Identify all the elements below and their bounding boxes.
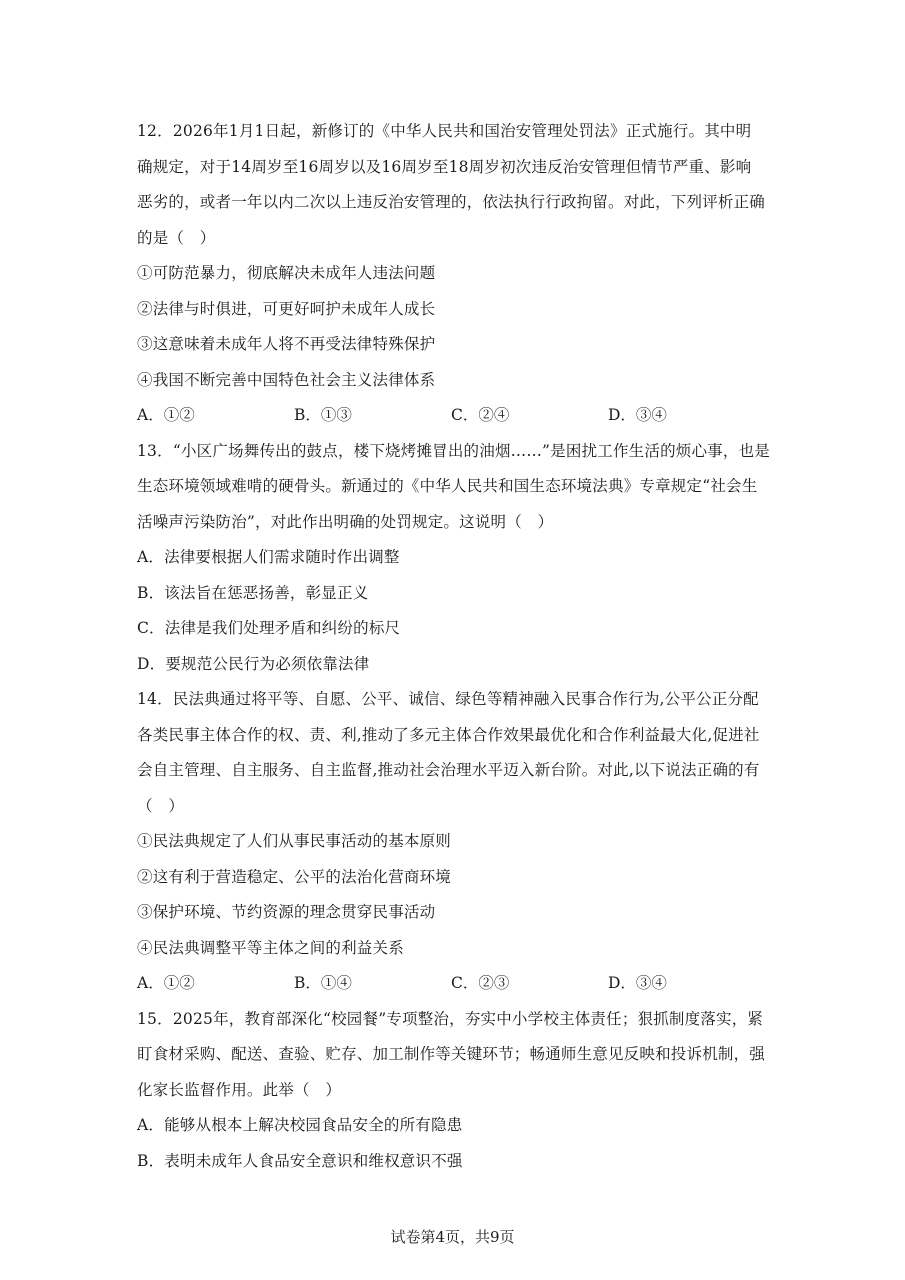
question-15 [137,1002,787,1180]
question-12-choice-d: D．③④ [608,406,667,424]
question-12-choice-a: A．①② [137,406,195,424]
page-footer: 试卷第4页，共9页 [390,1228,515,1246]
question-14-choice-b: B．①④ [294,974,352,992]
question-13-option-d: D．要规范公民行为必须依靠法律 [137,654,370,673]
question-12-stem-line: 的是（ ） [137,228,216,247]
question-12-statement: ②法律与时俱进，可更好呵护未成年人成长 [137,299,436,318]
question-14-statement: ①民法典规定了人们从事民事活动的基本原则 [137,832,452,850]
question-14 [137,682,787,1002]
question-14-choices [137,966,787,1002]
question-14-choice-c: C．②③ [451,974,510,992]
question-12-stem-line: 确规定，对于14周岁至16周岁以及16周岁至18周岁初次违反治安管理但情节严重、影响 [137,157,752,176]
question-14-stem-line: （ ） [137,796,185,815]
question-15-option-b: B．表明未成年人食品安全意识和维权意识不强 [137,1151,463,1170]
question-13-stem-line: 13．“小区广场舞传出的鼓点，楼下烧烤摊冒出的油烟……”是困扰工作生活的烦心事，也是 [137,441,770,460]
question-15-stem-line: 化家长监督作用。此举（ ） [137,1080,342,1099]
question-12-statement: ③这意味着未成年人将不再受法律特殊保护 [137,335,436,353]
question-12-choice-c: C．②④ [451,406,510,424]
question-12-stem-line: 12．2026年1月1日起，新修订的《中华人民共和国治安管理处罚法》正式施行。其中明 [137,122,752,140]
question-13-option-b: B．该法旨在惩恶扬善，彰显正义 [137,583,369,602]
question-14-stem-line: 会自主管理、自主服务、自主监督,推动社会治理水平迈入新台阶。对此,以下说法正确的有 [137,761,760,779]
question-12-stem-line: 恶劣的，或者一年以内二次以上违反治安管理的，依法执行行政拘留。对此，下列评析正确 [137,193,766,211]
question-13-stem-line: 生态环境领域难啃的硬骨头。新通过的《中华人民共和国生态环境法典》专章规定“社会生 [137,477,758,495]
question-14-statement: ③保护环境、节约资源的理念贯穿民事活动 [137,903,436,921]
question-14-statement: ④民法典调整平等主体之间的利益关系 [137,938,404,957]
question-13-stem-line: 活噪声污染防治”，对此作出明确的处罚规定。这说明（ ） [137,512,554,531]
question-12-statement: ①可防范暴力，彻底解决未成年人违法问题 [137,264,436,282]
question-14-stem-line: 14．民法典通过将平等、自愿、公平、诚信、绿色等精神融入民事合作行为,公平公正分配 [137,690,759,708]
question-14-statement: ②这有利于营造稳定、公平的法治化营商环境 [137,867,452,886]
question-12-statement: ④我国不断完善中国特色社会主义法律体系 [137,370,436,389]
question-12-choice-b: B．①③ [294,406,352,424]
question-15-stem-line: 盯食材采购、配送、查验、贮存、加工制作等关键环节；畅通师生意见反映和投诉机制，强 [137,1045,766,1063]
question-14-choice-a: A．①② [137,974,195,992]
question-14-stem-line: 各类民事主体合作的权、责、利,推动了多元主体合作效果最优化和合作利益最大化,促进社 [137,725,760,744]
question-14-choice-d: D．③④ [608,974,667,992]
question-12 [137,114,787,434]
exam-page [137,114,787,1179]
question-15-stem-line: 15．2025年，教育部深化“校园餐”专项整治，夯实中小学校主体责任；狠抓制度落实，紧 [137,1009,764,1028]
question-15-option-a: A．能够从根本上解决校园食品安全的所有隐患 [137,1116,463,1134]
question-12-choices [137,398,787,434]
question-13 [137,434,787,683]
question-13-option-c: C．法律是我们处理矛盾和纠纷的标尺 [137,619,401,637]
question-13-option-a: A．法律要根据人们需求随时作出调整 [137,548,400,566]
